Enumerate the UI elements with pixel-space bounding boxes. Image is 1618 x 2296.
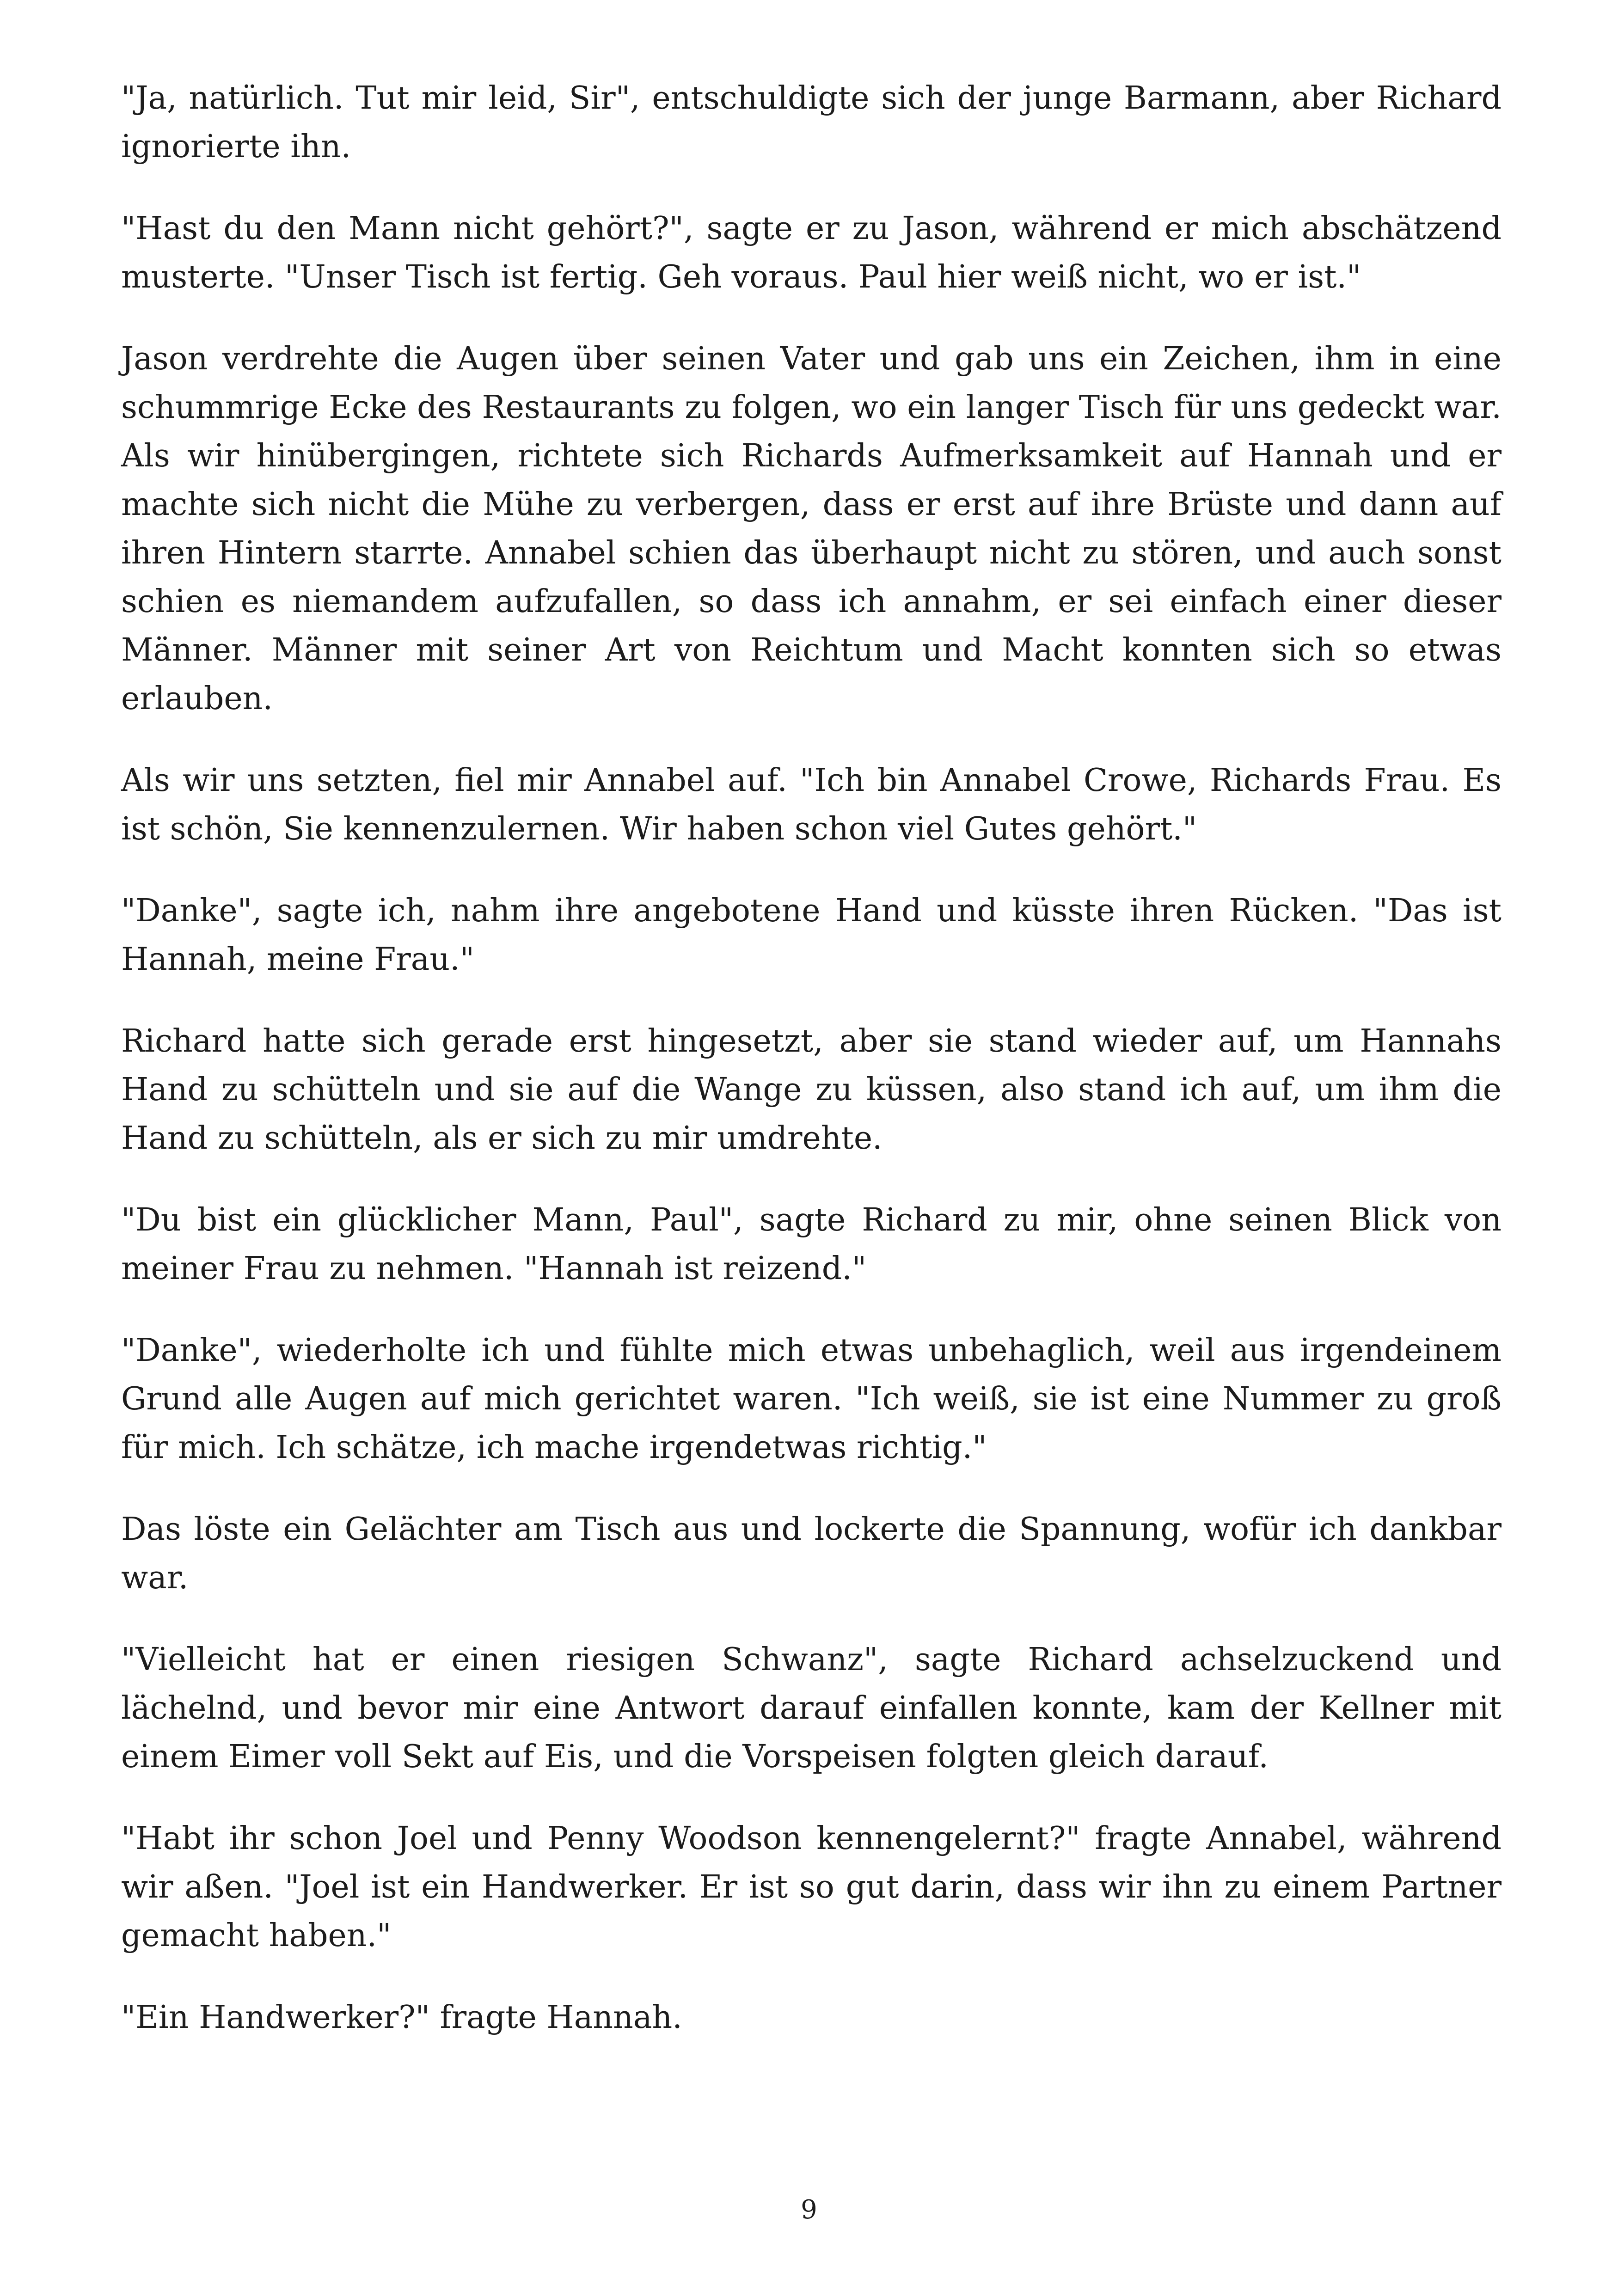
paragraph: "Habt ihr schon Joel und Penny Woodson kennengelernt?" fragte Annabel, während wir aßen. "Joel ist ein Handwerker. Er ist so gut darin, dass wir ihn zu einem Partner gemacht haben." — [121, 1820, 1502, 1954]
paragraph: "Ein Handwerker?" fragte Hannah. — [121, 1999, 682, 2036]
paragraph: "Ja, natürlich. Tut mir leid, Sir", entschuldigte sich der junge Barmann, aber Richard ignorierte ihn. — [121, 80, 1502, 165]
paragraph: Richard hatte sich gerade erst hingesetzt, aber sie stand wieder auf, um Hannahs Hand zu schütteln und sie auf die Wange zu küssen, also stand ich auf, um ihm die Hand zu schütteln, als er sich zu mir umdrehte. — [121, 1023, 1502, 1157]
paragraph: Das löste ein Gelächter am Tisch aus und lockerte die Spannung, wofür ich dankbar war. — [121, 1511, 1502, 1596]
paragraph: "Danke", sagte ich, nahm ihre angebotene Hand und küsste ihren Rücken. "Das ist Hannah, meine Frau." — [121, 893, 1502, 978]
paragraph: "Danke", wiederholte ich und fühlte mich etwas unbehaglich, weil aus irgendeinem Grund alle Augen auf mich gerichtet waren. "Ich weiß, sie ist eine Nummer zu groß für mich. Ich schätze, ich mache irgendetwas richtig." — [121, 1332, 1502, 1466]
body-text — [121, 74, 1502, 2075]
paragraph: Jason verdrehte die Augen über seinen Vater und gab uns ein Zeichen, ihm in eine schummrige Ecke des Restaurants zu folgen, wo ein langer Tisch für uns gedeckt war. Als wir hinübergingen, richtete sich Richards Aufmerksamkeit auf Hannah und er machte sich nicht die Mühe zu verbergen, dass er erst auf ihre Brüste und dann auf ihren Hintern starrte. Annabel schien das überhaupt nicht zu stören, und auch sonst schien es niemandem aufzufallen, so dass ich annahm, er sei einfach einer dieser Männer. Männer mit seiner Art von Reichtum und Macht konnten sich so etwas erlauben. — [121, 341, 1502, 717]
paragraph: "Vielleicht hat er einen riesigen Schwanz", sagte Richard achselzuckend und lächelnd, und bevor mir eine Antwort darauf einfallen konnte, kam der Kellner mit einem Eimer voll Sekt auf Eis, und die Vorspeisen folgten gleich darauf. — [121, 1641, 1502, 1775]
page-number: 9 — [801, 2195, 817, 2225]
paragraph: Als wir uns setzten, fiel mir Annabel auf. "Ich bin Annabel Crowe, Richards Frau. Es ist schön, Sie kennenzulernen. Wir haben schon viel Gutes gehört." — [121, 762, 1502, 847]
paragraph: "Hast du den Mann nicht gehört?", sagte er zu Jason, während er mich abschätzend musterte. "Unser Tisch ist fertig. Geh voraus. Paul hier weiß nicht, wo er ist." — [121, 210, 1502, 295]
paragraph: "Du bist ein glücklicher Mann, Paul", sagte Richard zu mir, ohne seinen Blick von meiner Frau zu nehmen. "Hannah ist reizend." — [121, 1202, 1502, 1287]
